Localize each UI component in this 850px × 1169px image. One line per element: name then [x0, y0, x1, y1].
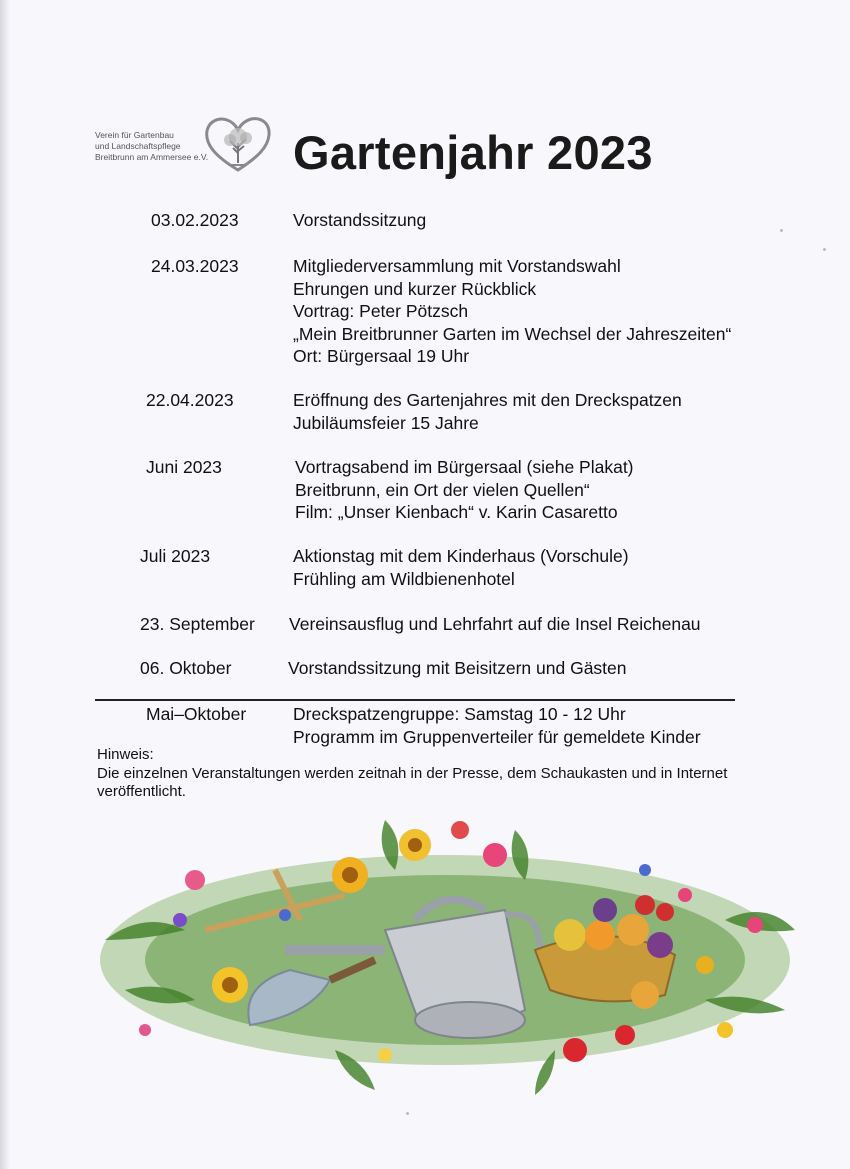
event-description [293, 545, 629, 590]
event-date: Juni 2023 [146, 457, 222, 477]
heart-tree-icon [203, 115, 273, 173]
event-line: Ort: Bürgersaal 19 Uhr [293, 346, 470, 366]
event-date: 06. Oktober [140, 658, 232, 678]
event-line: Vorstandssitzung mit Beisitzern und Gästen [288, 658, 627, 678]
notice-text: Die einzelnen Veranstaltungen werden zeitnah in der Presse, dem Schaukasten und in Internet veröffentlicht. [97, 764, 728, 800]
event-line: Frühling am Wildbienenhotel [293, 568, 515, 589]
event-line: Vorstandssitzung [293, 210, 427, 230]
event-date: 03.02.2023 [151, 210, 239, 230]
logo-line-2: und Landschaftspflege [95, 141, 181, 151]
event-description [288, 657, 627, 680]
logo-line-1: Verein für Gartenbau [95, 130, 174, 140]
club-logo [95, 115, 285, 175]
notice [97, 746, 817, 802]
event-line: Mitgliederversammlung mit Vorstandswahl [293, 256, 621, 276]
event-line: „Mein Breitbrunner Garten im Wechsel der Jahreszeiten“ [293, 323, 732, 344]
event-description [293, 255, 731, 368]
event-description [293, 209, 426, 232]
event-line: Film: „Unser Kienbach“ v. Karin Casaretto [295, 502, 618, 522]
event-date: 23. September [140, 614, 255, 634]
scan-speck [780, 229, 783, 232]
notice-label: Hinweis: [97, 746, 154, 763]
event-description [295, 456, 634, 524]
event-line: Vortragsabend im Bürgersaal (siehe Plakat) [295, 457, 634, 477]
garden-illustration [85, 800, 805, 1100]
scan-edge [0, 0, 10, 1169]
scan-speck [406, 1112, 409, 1115]
event-date: 22.04.2023 [146, 390, 234, 410]
event-line: Dreckspatzengruppe: Samstag 10 - 12 Uhr [293, 704, 626, 724]
event-date: 24.03.2023 [151, 256, 239, 276]
divider [95, 699, 735, 701]
event-line: Programm im Gruppenverteiler für gemeldete Kinder [293, 726, 701, 747]
event-description [293, 389, 682, 434]
scan-speck [823, 248, 826, 251]
event-date: Juli 2023 [140, 546, 211, 566]
logo-line-3: Breitbrunn am Ammersee e.V. [95, 152, 209, 162]
page-title: Gartenjahr 2023 [293, 126, 653, 179]
event-line: Breitbrunn, ein Ort der vielen Quellen“ [295, 479, 590, 500]
event-line: Vereinsausflug und Lehrfahrt auf die Insel Reichenau [289, 614, 701, 634]
event-line: Vortrag: Peter Pötzsch [293, 301, 469, 321]
event-line: Aktionstag mit dem Kinderhaus (Vorschule) [293, 546, 629, 566]
event-line: Jubiläumsfeier 15 Jahre [293, 412, 479, 433]
event-line: Eröffnung des Gartenjahres mit den Dreckspatzen [293, 390, 682, 410]
logo-text [95, 130, 208, 163]
event-line: Ehrungen und kurzer Rückblick [293, 278, 537, 299]
event-description [289, 613, 701, 636]
event-date: Mai–Oktober [146, 704, 247, 724]
event-description [293, 703, 701, 748]
